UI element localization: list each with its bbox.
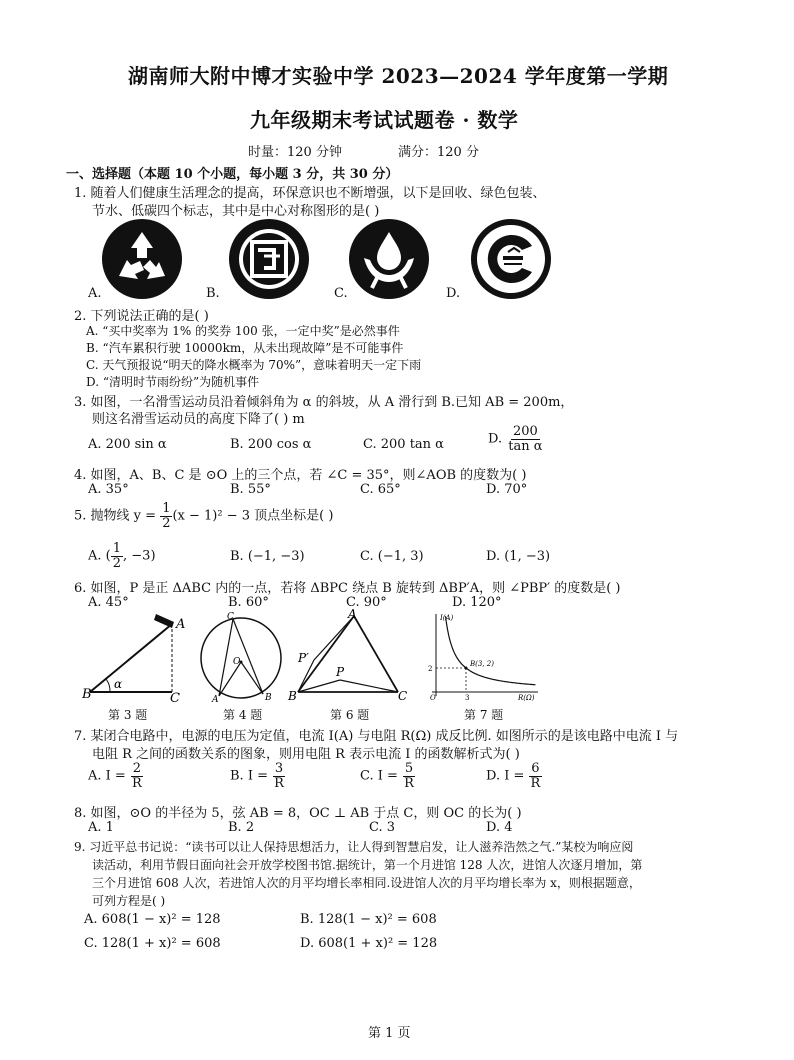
fig7-point xyxy=(465,667,468,670)
q8-stem: 8. 如图，⊙O 的半径为 5，弦 AB = 8，OC ⊥ AB 于点 C，则 OC 的长为( ) xyxy=(74,806,522,821)
fig7-y-axis-label: I(A) xyxy=(440,614,454,622)
q2-stem: 2. 下列说法正确的是( ) xyxy=(74,309,209,324)
q7-a-denominator: R xyxy=(131,775,142,791)
q5-numerator: 1 xyxy=(162,501,171,516)
green-package-icon xyxy=(228,218,310,300)
q6-option-b: B. 60° xyxy=(228,595,269,610)
water-saving-icon xyxy=(348,218,430,300)
q7-line2: 电阻 R 之间的函数关系的图象，则用电阻 R 表示电流 I 的函数解析式为( ) xyxy=(92,747,520,762)
q5-option-c: C. (−1, 3) xyxy=(360,549,424,564)
exam-score: 满分：120 分 xyxy=(398,145,479,160)
q1-line2: 节水、低碳四个标志，其中是中心对称图形的是( ) xyxy=(92,204,380,219)
q5-a-denominator: 2 xyxy=(112,555,122,571)
q7-a-numerator: 2 xyxy=(132,761,141,776)
q7-d-prefix: D. I = xyxy=(486,768,525,784)
fig7-x-axis-label: R(Ω) xyxy=(518,694,535,702)
fig6-caption: 第 6 题 xyxy=(330,708,370,722)
q9-line3: 三个月进馆 608 人次，若进馆人次的月平均增长率相同.设进馆人次的月平均增长率为 x，则根据题意， xyxy=(92,876,641,890)
q5-a-suffix: , −3) xyxy=(123,548,156,564)
q4-option-d: D. 70° xyxy=(486,482,528,497)
q7-option-c xyxy=(360,762,416,790)
fig6-label-p: P xyxy=(336,665,345,679)
fig3-label-c: C xyxy=(170,691,180,704)
q5-option-a xyxy=(88,542,156,570)
q3-line1: 3. 如图，一名滑雪运动员沿着倾斜角为 α 的斜坡，从 A 滑行到 B.已知 AB = 200m， xyxy=(74,395,574,410)
q3-option-c: C. 200 tan α xyxy=(363,437,444,452)
q1-option-a: A. xyxy=(88,286,102,301)
q9-option-d: D. 608(1 + x)² = 128 xyxy=(300,936,438,951)
q5-stem xyxy=(74,502,333,530)
q1-line1: 1. 随着人们健康生活理念的提高，环保意识也不断增强，以下是回收、绿色包装、 xyxy=(74,186,546,201)
q5-a-prefix: A. ( xyxy=(88,548,111,564)
q3-option-a: A. 200 sin α xyxy=(88,437,167,452)
fig7-tick-y: 2 xyxy=(428,665,433,673)
fig4-label-b: B xyxy=(265,693,272,703)
q7-option-a xyxy=(88,762,144,790)
q3-option-d xyxy=(488,425,545,453)
q6-option-c: C. 90° xyxy=(346,595,387,610)
fig6-label-p-prime: P′ xyxy=(298,651,309,665)
fig4-label-c: C xyxy=(227,612,234,622)
q9-option-a: A. 608(1 − x)² = 128 xyxy=(84,912,221,927)
exam-title: 湖南师大附中博才实验中学 2023—2024 学年度第一学期 xyxy=(128,64,669,88)
figure-3 xyxy=(82,612,192,704)
fig7-curve xyxy=(446,616,536,685)
q5-option-b: B. (−1, −3) xyxy=(230,549,305,564)
q4-option-c: C. 65° xyxy=(360,482,401,497)
figure-7 xyxy=(422,610,542,702)
exam-subtitle: 九年级期末考试试题卷 · 数学 xyxy=(250,108,519,132)
q3-option-d-label: D. xyxy=(488,431,503,447)
fig6-label-a: A xyxy=(348,608,357,621)
q5-a-numerator: 1 xyxy=(112,541,122,556)
fig7-origin-label: O xyxy=(430,694,436,702)
fig4-label-a: A xyxy=(212,695,219,705)
q7-line1: 7. 某闭合电路中，电源的电压为定值，电流 I(A) 与电阻 R(Ω) 成反比例. 如图所示的是该电路中电流 I 与 xyxy=(74,729,679,744)
fig3-caption: 第 3 题 xyxy=(108,708,148,722)
q4-stem: 4. 如图，A、B、C 是 ⊙O 上的三个点，若 ∠C = 35°，则∠AOB 的度数为( ) xyxy=(74,468,527,483)
q7-c-prefix: C. I = xyxy=(360,768,398,784)
fig3-label-alpha: α xyxy=(114,677,123,691)
fig6-label-c: C xyxy=(398,689,408,703)
section-heading: 一、选择题（本题 10 个小题，每小题 3 分，共 30 分） xyxy=(66,167,399,182)
q4-option-a: A. 35° xyxy=(88,482,129,497)
q3-d-numerator: 200 xyxy=(512,424,538,439)
q9-option-c: C. 128(1 + x)² = 608 xyxy=(84,936,221,951)
q8-option-a: A. 1 xyxy=(88,820,114,835)
q7-c-numerator: 5 xyxy=(404,761,414,776)
q5-stem-suffix: (x − 1)² − 3 顶点坐标是( ) xyxy=(172,508,334,524)
q2-option-d: D. “清明时节雨纷纷”为随机事件 xyxy=(86,375,260,389)
fig4-caption: 第 4 题 xyxy=(223,708,263,722)
page-number: 第 1 页 xyxy=(368,1026,411,1041)
q7-c-denominator: R xyxy=(404,775,414,791)
figure-4 xyxy=(197,610,285,706)
q7-option-d xyxy=(486,762,542,790)
q9-line1: 9. 习近平总书记说：“读书可以让人保持思想活力，让人得到智慧启发，让人滋养浩然之气.”某校为响应阅 xyxy=(74,840,634,854)
q7-d-denominator: R xyxy=(530,775,541,791)
fig7-caption: 第 7 题 xyxy=(464,708,504,722)
q1-option-b: B. xyxy=(206,286,220,301)
q5-option-d: D. (1, −3) xyxy=(486,549,551,564)
q9-line2: 读活动，利用节假日面向社会开放学校图书馆.据统计，第一个月进馆 128 人次，进馆人次逐月增加，第 xyxy=(92,858,643,872)
q1-option-c: C. xyxy=(334,286,348,301)
fig4-label-o: O xyxy=(233,657,241,667)
q9-line4: 可列方程是( ) xyxy=(92,894,166,908)
fig6-label-b: B xyxy=(288,689,297,703)
fig7-point-label: B(3, 2) xyxy=(470,660,494,668)
q7-b-denominator: R xyxy=(274,775,284,791)
figure-6 xyxy=(286,608,412,706)
q9-option-b: B. 128(1 − x)² = 608 xyxy=(300,912,437,927)
q6-option-d: D. 120° xyxy=(452,595,502,610)
q6-stem: 6. 如图，P 是正 ΔABC 内的一点，若将 ΔBPC 绕点 B 旋转到 ΔBP′A，则 ∠PBP′ 的度数是( ) xyxy=(74,581,621,596)
q5-denominator: 2 xyxy=(162,515,171,531)
q3-line2: 则这名滑雪运动员的高度下降了( ) m xyxy=(92,412,305,427)
q2-option-b: B. “汽车累积行驶 10000km，从未出现故障”是不可能事件 xyxy=(86,341,404,355)
q5-stem-prefix: 5. 抛物线 y = xyxy=(74,508,157,524)
q2-option-a: A. “买中奖率为 1% 的奖券 100 张，一定中奖”是必然事件 xyxy=(86,324,400,338)
fig3-label-a: A xyxy=(176,617,186,632)
q8-option-c: C. 3 xyxy=(369,820,396,835)
low-carbon-icon xyxy=(470,218,552,300)
recycle-icon xyxy=(101,218,183,300)
q8-option-d: D. 4 xyxy=(486,820,513,835)
q8-option-b: B. 2 xyxy=(228,820,255,835)
q3-d-denominator: tan α xyxy=(508,438,543,454)
exam-time: 时量：120 分钟 xyxy=(248,145,342,160)
q7-a-prefix: A. I = xyxy=(88,768,126,784)
q1-option-d: D. xyxy=(446,286,461,301)
q2-option-c: C. 天气预报说“明天的降水概率为 70%”，意味着明天一定下雨 xyxy=(86,358,422,372)
q7-b-prefix: B. I = xyxy=(230,768,268,784)
q7-option-b xyxy=(230,762,286,790)
fig3-label-b: B xyxy=(82,687,92,702)
q7-d-numerator: 6 xyxy=(531,761,540,776)
q7-b-numerator: 3 xyxy=(274,761,284,776)
q4-option-b: B. 55° xyxy=(230,482,271,497)
fig7-tick-x: 3 xyxy=(465,694,470,702)
q3-option-b: B. 200 cos α xyxy=(230,437,312,452)
q6-option-a: A. 45° xyxy=(88,595,129,610)
